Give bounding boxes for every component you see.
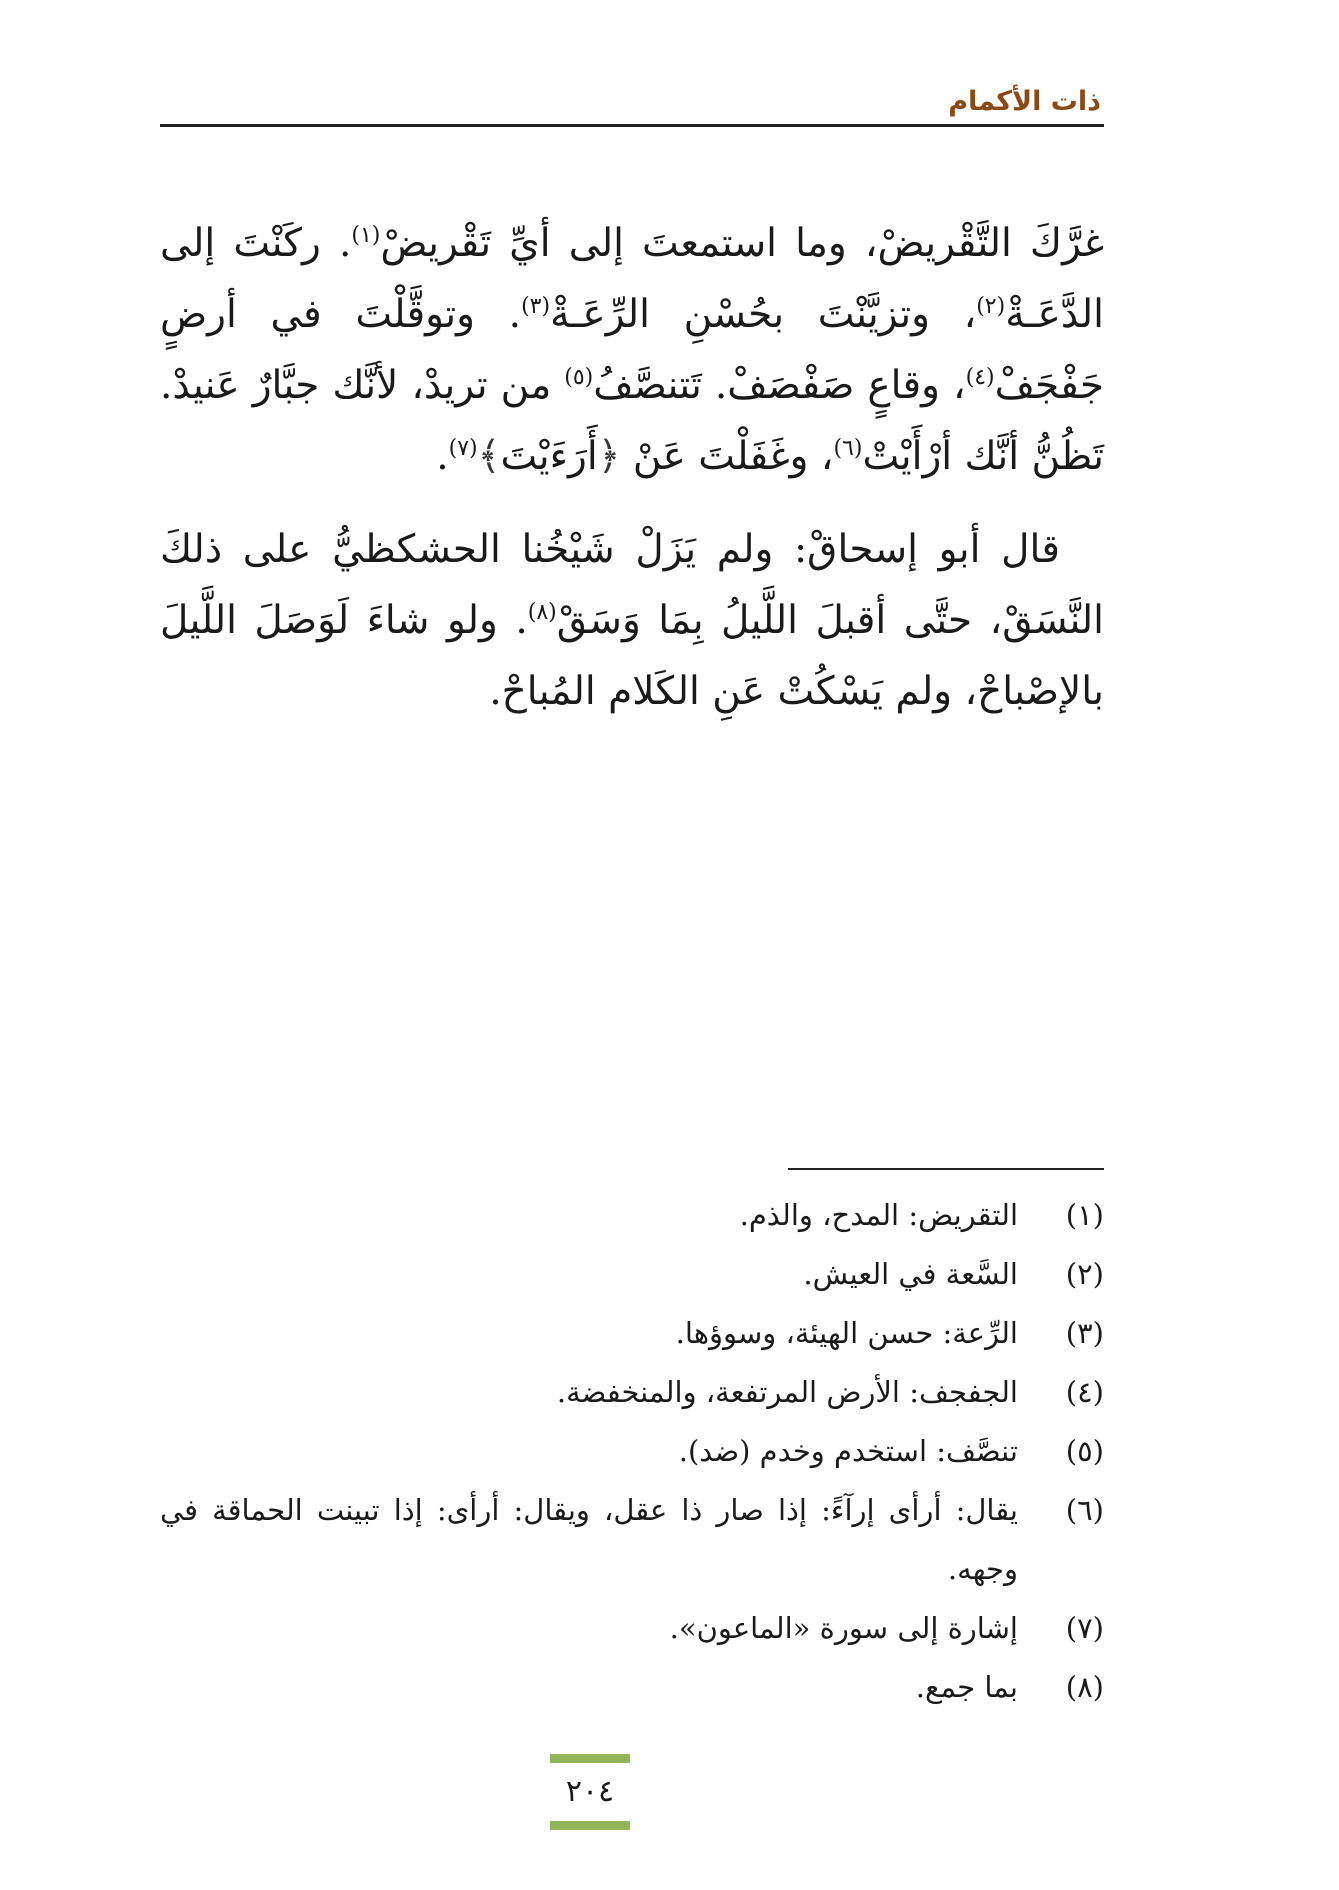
footnote-text: بما جمع.	[915, 1670, 1018, 1704]
footnote-number: (٧)	[1065, 1611, 1104, 1645]
footnote-ref-4[interactable]: (٤)	[965, 365, 995, 390]
footnote-text: إشارة إلى سورة «الماعون».	[669, 1611, 1018, 1645]
p1-segment-1: غرَّكَ التَّقْريضْ، وما استمعتَ إلى أيِّ تَقْريضْ	[380, 221, 1104, 266]
footnote-number: (٦)	[1065, 1493, 1104, 1527]
footnote-text: الرِّعة: حسن الهيئة، وسوؤها.	[675, 1316, 1018, 1350]
page-number-block	[550, 1754, 630, 1830]
footnote-ref-1[interactable]: (١)	[351, 223, 381, 248]
footnote-number: (٢)	[1065, 1257, 1104, 1291]
footnote-number: (٤)	[1065, 1375, 1104, 1409]
footnote-number: (٣)	[1065, 1316, 1104, 1350]
quran-bracket-open-icon: ﴿	[597, 434, 621, 479]
footnote-text: تنصَّف: استخدم وخدم (ضد).	[678, 1434, 1018, 1468]
footnote-item	[160, 1481, 1104, 1599]
p1-segment-4: . وتوقَّلْتَ في أرضٍ جَفْجَفْ	[160, 292, 1104, 408]
p1-segment-8: .	[436, 434, 449, 479]
footnote-number: (٨)	[1065, 1670, 1104, 1704]
footnote-number: (٥)	[1065, 1434, 1104, 1468]
p2-segment-1: قال أبو إسحاقْ: ولم يَزَلْ شَيْخُنا الحشكظيُّ على ذلكَ النَّسَقْ، حتَّى أقبلَ اللَّيلُ بِمَا وَسَقْ	[160, 527, 1104, 643]
p1-segment-5: ، وقاعٍ صَفْصَفْ. تَتنصَّفُ	[593, 363, 966, 408]
footnote-ref-2[interactable]: (٢)	[976, 294, 1006, 319]
running-header-title: ذات الأكمام	[948, 86, 1101, 117]
footnote-item	[160, 1422, 1104, 1481]
footnote-text: يقال: أرأى إرآءً: إذا صار ذا عقل، ويقال: أرأى: إذا تبينت الحماقة في وجهه.	[160, 1493, 1018, 1586]
footnote-ref-3[interactable]: (٣)	[521, 294, 551, 319]
footnote-item	[160, 1363, 1104, 1422]
page-number-bottom-bar	[550, 1821, 630, 1830]
footnote-item	[160, 1658, 1104, 1717]
footnote-item	[160, 1186, 1104, 1245]
paragraph-2	[160, 514, 1104, 727]
p1-segment-2: . ركَنْتَ إلى الدَّعَـةْ	[160, 221, 1104, 337]
p1-segment-7: ، وغَفَلْتَ عَنْ	[620, 434, 834, 479]
footnote-ref-7[interactable]: (٧)	[448, 436, 478, 461]
page-number: ٢٠٤	[565, 1774, 615, 1809]
quran-bracket-close-icon: ﴾	[477, 434, 501, 479]
footnote-item	[160, 1304, 1104, 1363]
footnote-text: التقريض: المدح، والذم.	[739, 1198, 1018, 1232]
footnote-ref-8[interactable]: (٨)	[527, 600, 557, 625]
footnote-text: الجفجف: الأرض المرتفعة، والمنخفضة.	[556, 1375, 1018, 1409]
footnote-ref-5[interactable]: (٥)	[564, 365, 594, 390]
p1-segment-6: من تريدْ، لأنَّك جبَّارٌ عَنيدْ. تَظُنُّ أنَّك أرْأَيْتْ	[160, 363, 1104, 479]
footnote-item	[160, 1245, 1104, 1304]
p2-segment-2: . ولو شاءَ لَوَصَلَ اللَّيلَ بالإصْباحْ، ولم يَسْكُتْ عَنِ الكَلام المُباحْ.	[160, 598, 1104, 714]
quran-quote: أَرَءَيْتَ	[500, 434, 598, 479]
footnote-number: (١)	[1065, 1198, 1104, 1232]
paragraph-1	[160, 208, 1104, 492]
p1-segment-3: ، وتزيَّنْتَ بحُسْنِ الرِّعَـةْ	[550, 292, 977, 337]
footnote-ref-6[interactable]: (٦)	[833, 436, 863, 461]
footnote-item	[160, 1599, 1104, 1658]
footnote-text: السَّعة في العيش.	[803, 1257, 1018, 1291]
main-text	[160, 208, 1104, 727]
footnotes	[160, 1186, 1104, 1717]
page-number-top-bar	[550, 1754, 630, 1763]
footnote-separator	[788, 1168, 1104, 1170]
header-rule	[160, 124, 1104, 127]
